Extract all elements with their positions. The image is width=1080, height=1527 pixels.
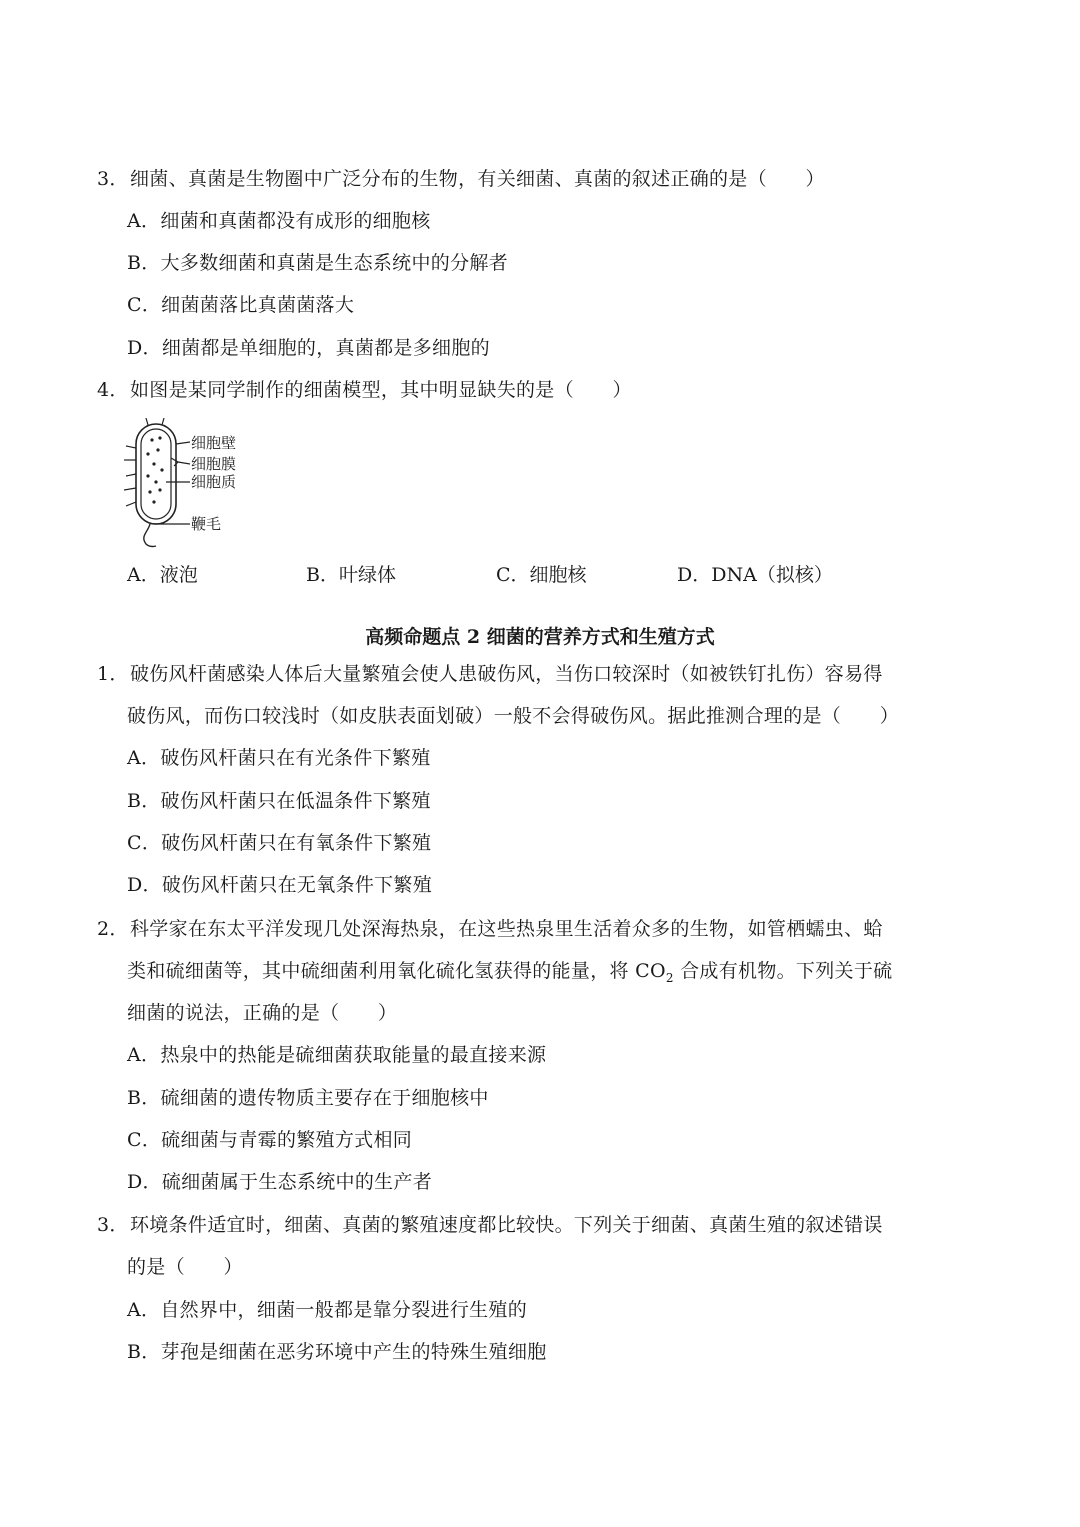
label-flagellum: 鞭毛 (191, 515, 222, 533)
question-text-line2 (127, 958, 892, 991)
label-cell-membrane: 细胞膜 (191, 455, 237, 473)
question-text-line1: 破伤风杆菌感染人体后大量繁殖会使人患破伤风，当伤口较深时（如被铁钉扎伤）容易得 (130, 663, 883, 685)
question-number: 3． (97, 168, 129, 190)
question-text-line2: 的是（ ） (127, 1256, 243, 1278)
option-b: B．大多数细菌和真菌是生态系统中的分解者 (127, 252, 508, 274)
question-text-line1: 科学家在东太平洋发现几处深海热泉，在这些热泉里生活着众多的生物，如管栖蠕虫、蛤 (130, 918, 883, 940)
option-c: C．细胞核 (496, 564, 587, 586)
question-text: 细菌、真菌是生物圈中广泛分布的生物，有关细菌、真菌的叙述正确的是（ ） (130, 168, 825, 190)
option-b: B．硫细菌的遗传物质主要存在于细胞核中 (127, 1087, 489, 1109)
option-d: D．DNA（拟核） (677, 564, 833, 586)
option-b: B．破伤风杆菌只在低温条件下繁殖 (127, 790, 431, 812)
section-heading: 高频命题点 2 细菌的营养方式和生殖方式 (365, 626, 715, 648)
co2-subscript: 2 (665, 970, 674, 985)
question-text-line2: 破伤风，而伤口较浅时（如皮肤表面划破）一般不会得破伤风。据此推测合理的是（ ） (127, 705, 900, 727)
option-a: A．细菌和真菌都没有成形的细胞核 (127, 210, 431, 232)
option-c: C．破伤风杆菌只在有氧条件下繁殖 (127, 832, 432, 854)
option-d: D．细菌都是单细胞的，真菌都是多细胞的 (127, 337, 490, 359)
question-text-line1: 环境条件适宜时，细菌、真菌的繁殖速度都比较快。下列关于细菌、真菌生殖的叙述错误 (130, 1214, 883, 1236)
line2-pre: 类和硫细菌等，其中硫细菌利用氧化硫化氢获得的能量，将 CO (127, 960, 666, 982)
question-number: 1． (97, 663, 129, 685)
option-a: A．液泡 (127, 564, 198, 586)
question-text-line3: 细菌的说法，正确的是（ ） (127, 1002, 398, 1024)
label-cytoplasm: 细胞质 (191, 473, 237, 491)
option-c: C．硫细菌与青霉的繁殖方式相同 (127, 1129, 413, 1151)
option-b: B．芽孢是细菌在恶劣环境中产生的特殊生殖细胞 (127, 1341, 547, 1363)
option-c: C．细菌菌落比真菌菌落大 (127, 294, 355, 316)
question-number: 2． (97, 918, 129, 940)
option-a: A．热泉中的热能是硫细菌获取能量的最直接来源 (127, 1044, 547, 1066)
option-d: D．破伤风杆菌只在无氧条件下繁殖 (127, 874, 433, 896)
question-number: 4． (97, 379, 129, 401)
option-a: A．自然界中，细菌一般都是靠分裂进行生殖的 (127, 1299, 528, 1321)
option-b: B．叶绿体 (306, 564, 396, 586)
bacteria-model-figure (118, 418, 268, 550)
question-text: 如图是某同学制作的细菌模型，其中明显缺失的是（ ） (130, 379, 632, 401)
label-cell-wall: 细胞壁 (191, 434, 237, 452)
line2-post: 合成有机物。下列关于硫 (673, 960, 893, 982)
option-d: D．硫细菌属于生态系统中的生产者 (127, 1171, 433, 1193)
bacteria-diagram (118, 418, 268, 550)
question-number: 3． (97, 1214, 129, 1236)
option-a: A．破伤风杆菌只在有光条件下繁殖 (127, 747, 431, 769)
